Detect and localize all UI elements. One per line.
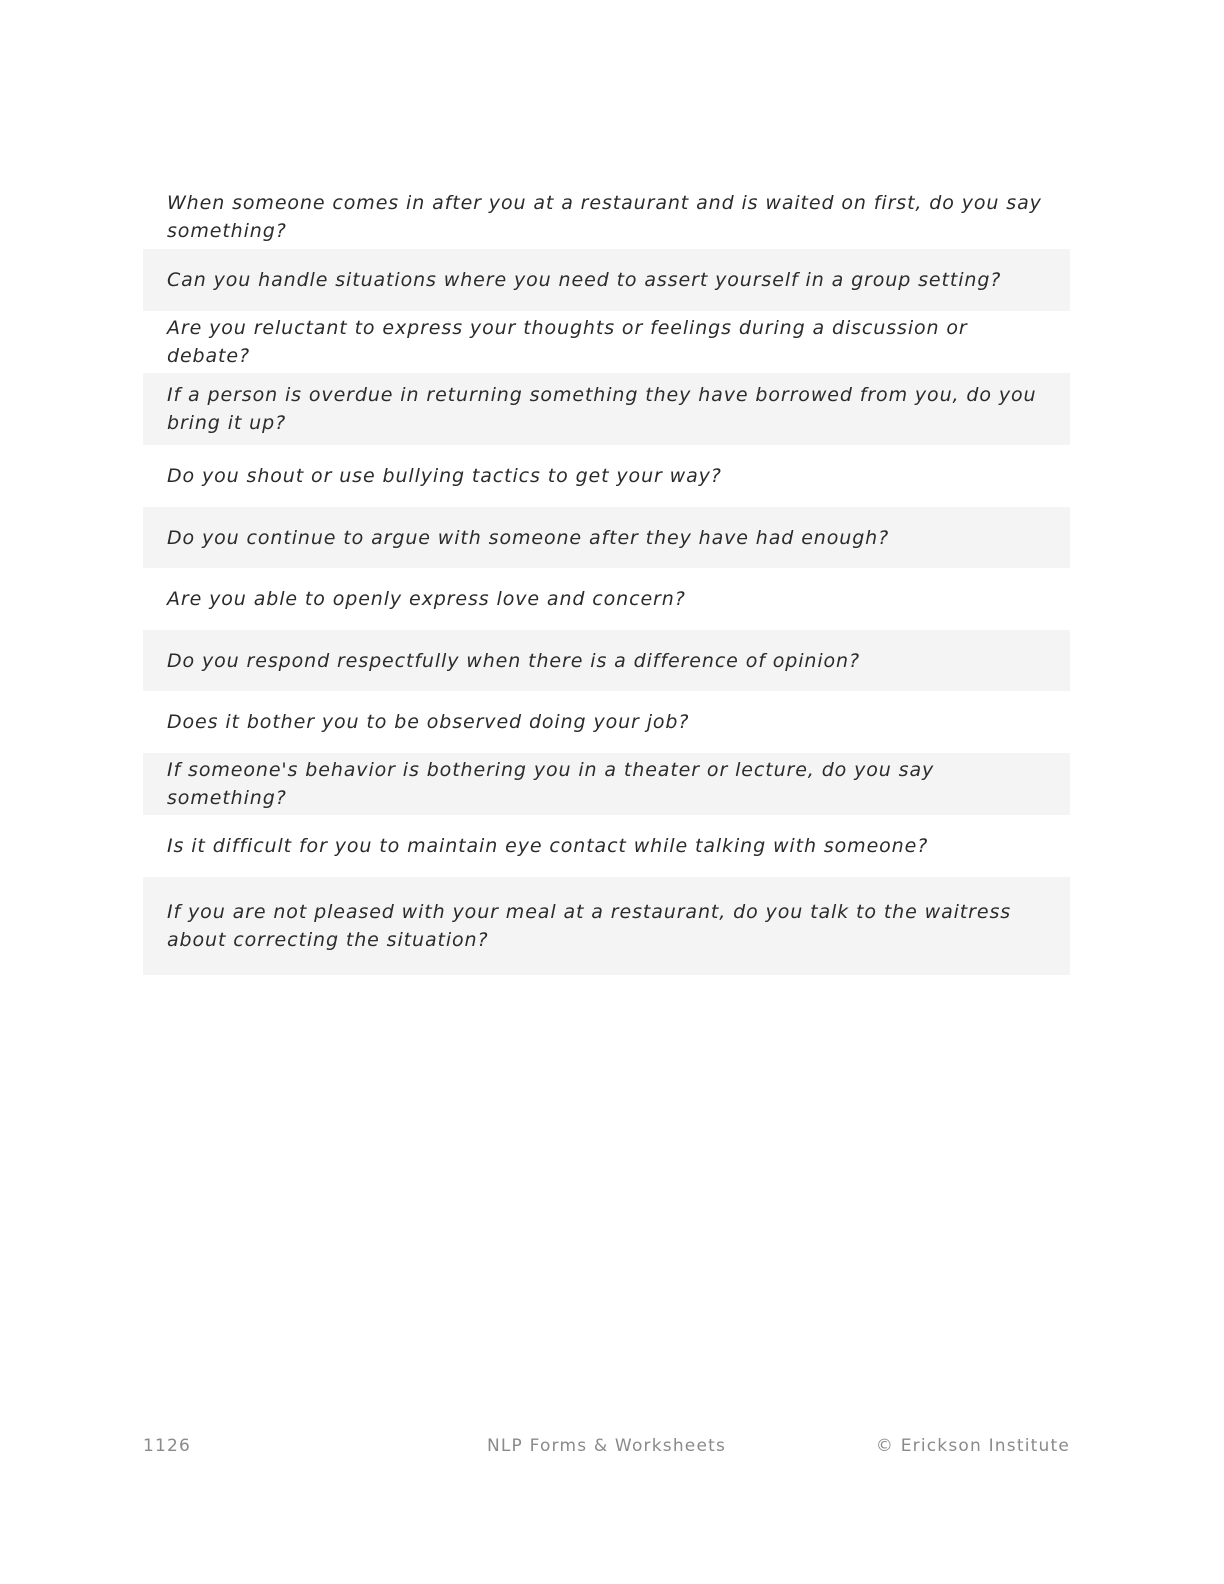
question-text: Do you respond respectfully when there is a difference of opinion? bbox=[167, 649, 860, 672]
question-row bbox=[143, 507, 1070, 568]
question-row bbox=[143, 311, 1070, 373]
question-row bbox=[143, 445, 1070, 507]
question-text: When someone comes in after you at a restaurant and is waited on first, do you say something? bbox=[167, 191, 1042, 242]
question-text: Are you reluctant to express your thoughts or feelings during a discussion or debate? bbox=[167, 317, 968, 367]
question-row bbox=[143, 753, 1070, 815]
question-row bbox=[143, 630, 1070, 691]
question-row bbox=[143, 691, 1070, 753]
footer-title: NLP Forms & Worksheets bbox=[486, 1436, 727, 1456]
question-row bbox=[143, 815, 1070, 877]
question-text: If someone's behavior is bothering you in a theater or lecture, do you say something? bbox=[167, 759, 935, 809]
question-text: Do you continue to argue with someone after they have had enough? bbox=[167, 526, 890, 549]
question-text: Is it difficult for you to maintain eye contact while talking with someone? bbox=[167, 835, 929, 857]
question-row bbox=[143, 184, 1070, 249]
question-row bbox=[143, 877, 1070, 975]
page-number: 1126 bbox=[143, 1436, 192, 1456]
question-row bbox=[143, 249, 1070, 311]
question-row bbox=[143, 568, 1070, 630]
question-text: Do you shout or use bullying tactics to get your way? bbox=[167, 465, 722, 487]
question-text: If a person is overdue in returning something they have borrowed from you, do you bring it up? bbox=[167, 384, 1037, 434]
question-text: Does it bother you to be observed doing your job? bbox=[167, 711, 690, 733]
question-row bbox=[143, 373, 1070, 445]
question-text: If you are not pleased with your meal at a restaurant, do you talk to the waitress about correcting the situation? bbox=[167, 901, 1012, 951]
footer-copyright: © Erickson Institute bbox=[875, 1436, 1070, 1456]
page-footer bbox=[143, 1436, 1070, 1460]
question-text: Can you handle situations where you need to assert yourself in a group setting? bbox=[167, 269, 1002, 291]
question-list bbox=[143, 184, 1070, 975]
question-text: Are you able to openly express love and concern? bbox=[167, 588, 686, 610]
